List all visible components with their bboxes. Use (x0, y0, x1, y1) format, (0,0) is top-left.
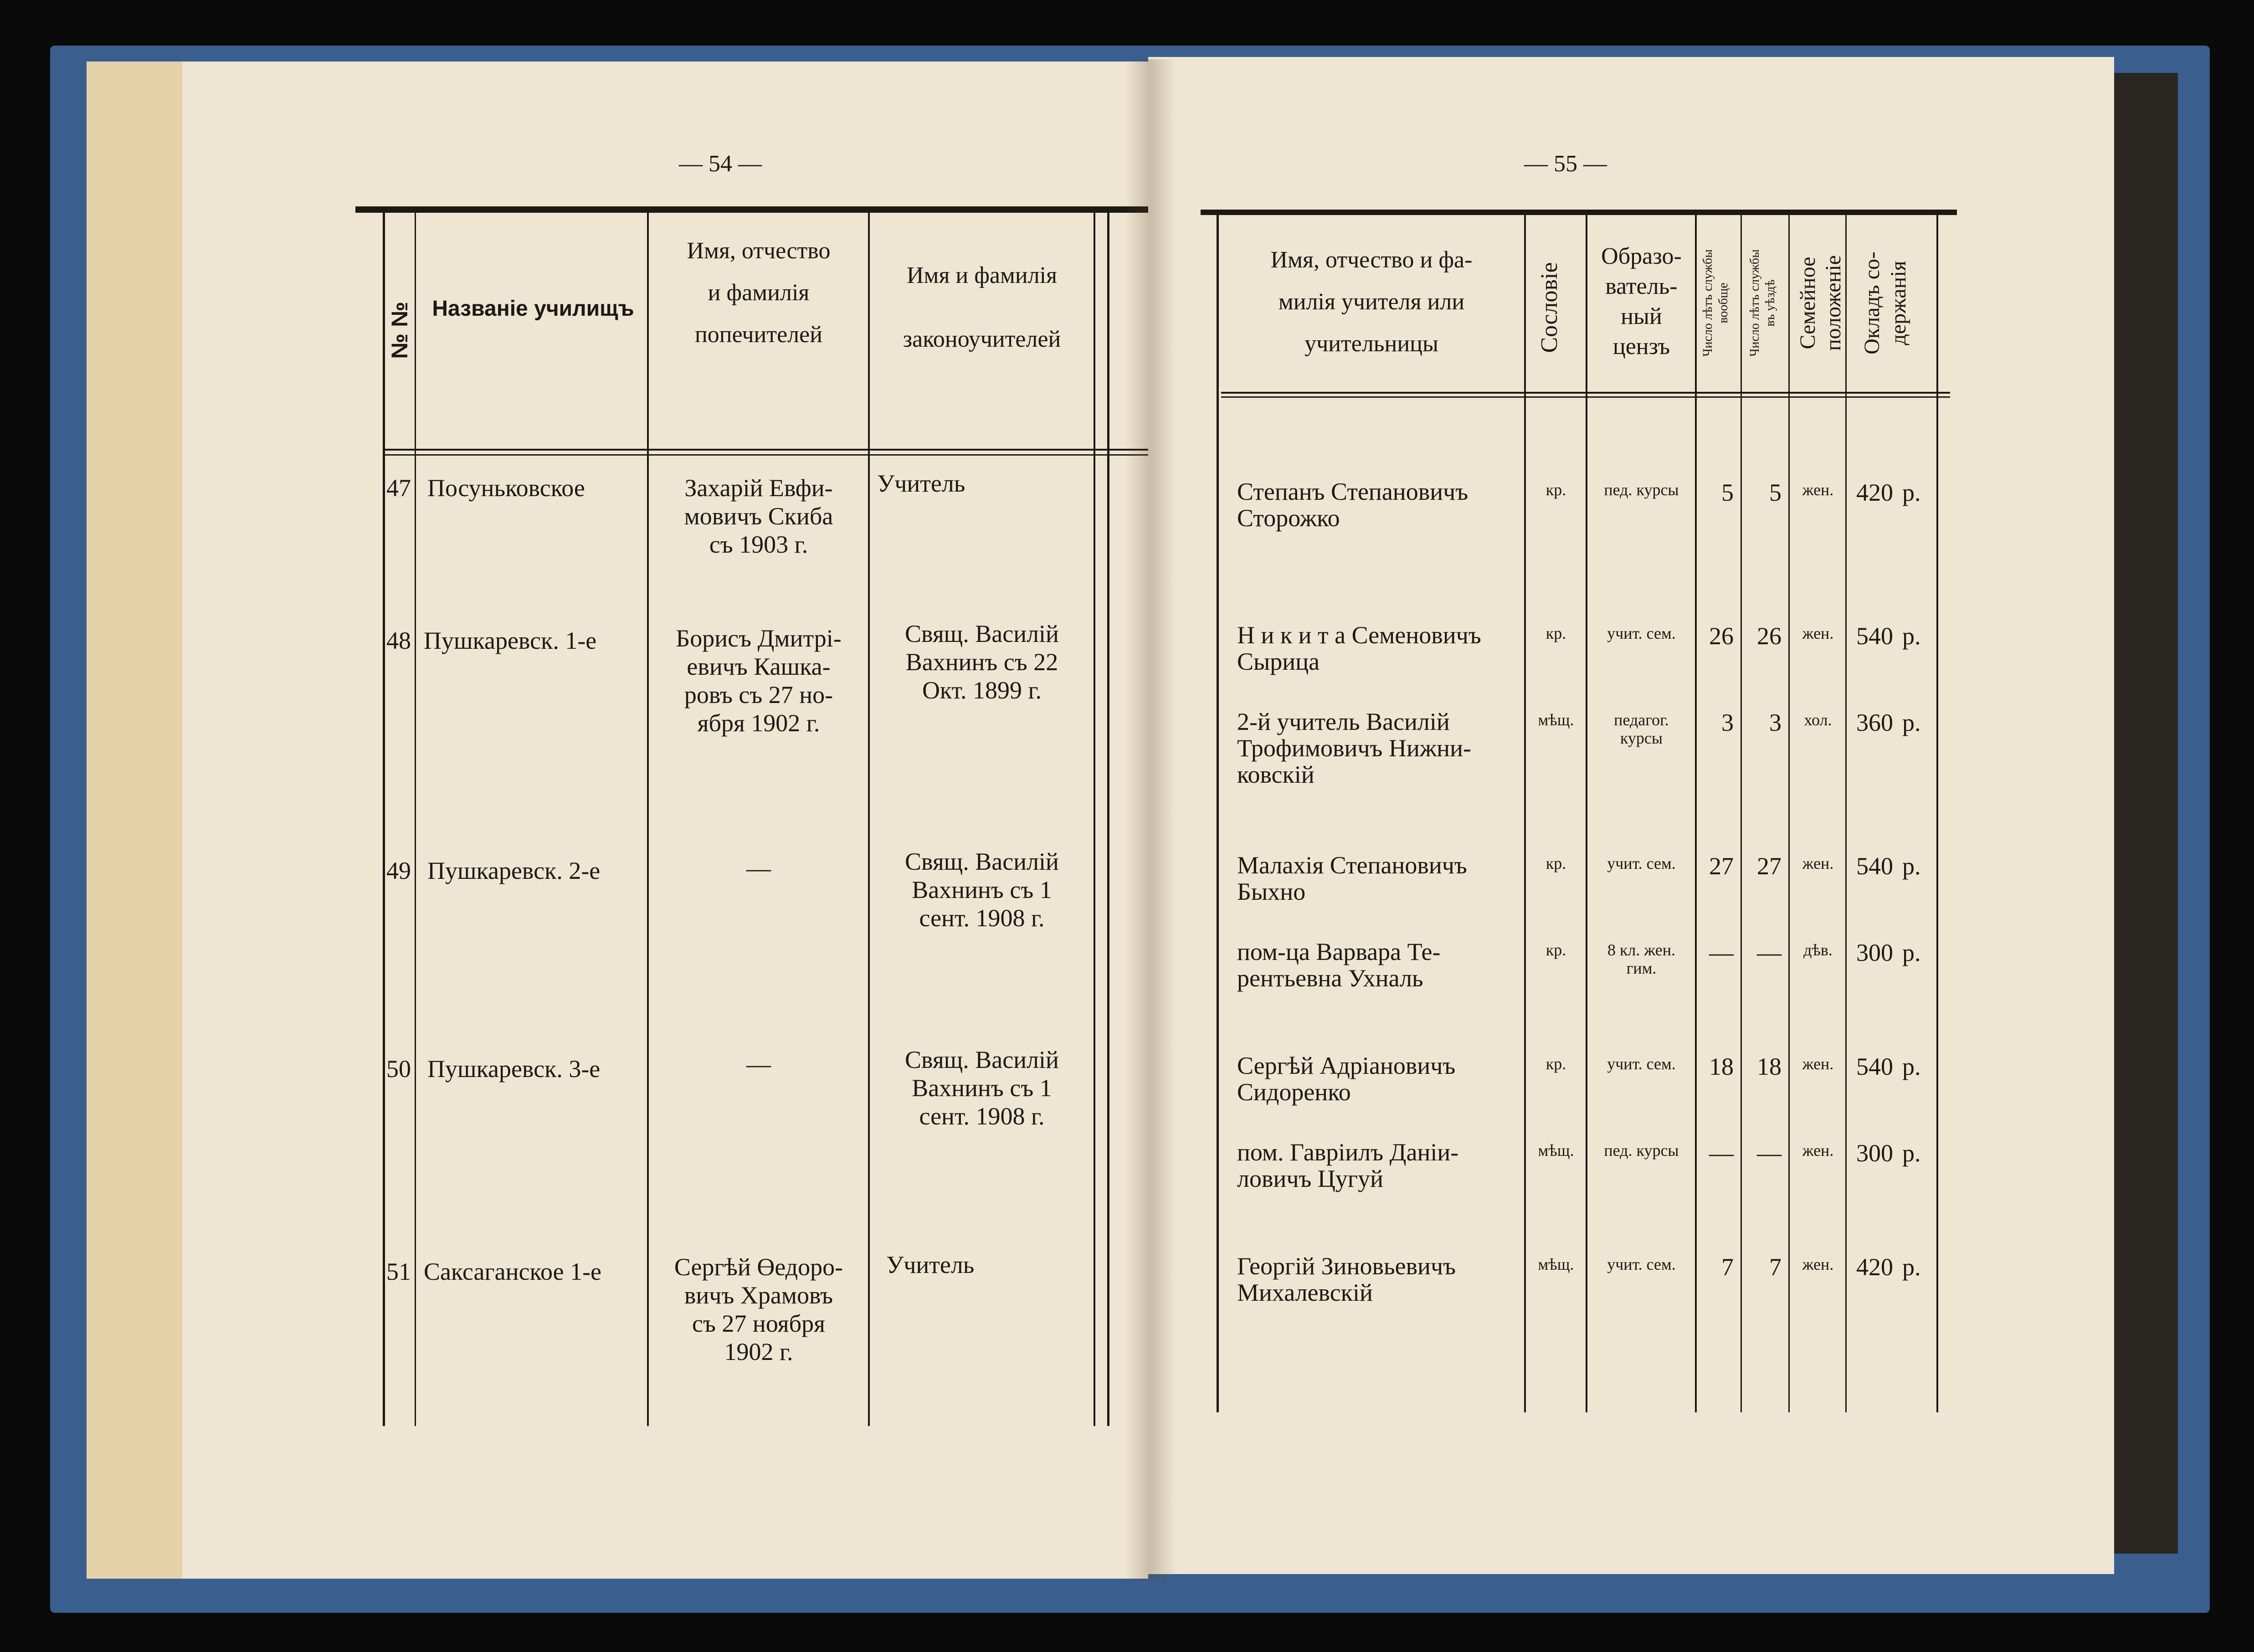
row-no: 48 (386, 627, 411, 654)
col-rule (1695, 214, 1697, 1412)
education-cell (1588, 941, 1695, 977)
col-rule (1586, 214, 1587, 1412)
right-page (1148, 57, 2114, 1574)
header-family (1795, 219, 1846, 387)
cell-line: Сидоренко (1237, 1078, 1351, 1106)
years-total-cell: 7 (1721, 1253, 1734, 1281)
salary-unit: р. (1902, 852, 1921, 880)
cell-line: Борисъ Дмитрі- (676, 625, 842, 652)
col-rule (1217, 214, 1219, 1412)
cell-line: Малахія Степановичъ (1237, 852, 1467, 879)
col-rule (868, 212, 870, 1426)
header-line: вообще (1716, 282, 1730, 323)
years-total-cell: 5 (1721, 479, 1734, 506)
cell-line: ровъ съ 27 но- (684, 681, 833, 708)
years-district-cell: 27 (1757, 852, 1782, 880)
header-line: и фамилія (708, 280, 810, 306)
cell-line: съ 1903 г. (709, 531, 808, 558)
salary-unit: р. (1902, 1139, 1921, 1167)
cell-line: Сергѣй Өедоро- (674, 1253, 843, 1281)
priest-cell: Учитель (877, 470, 965, 497)
header-line: Окладъ со- (1860, 251, 1884, 354)
header-line: Число лѣтъ службы (1748, 249, 1762, 357)
cell-line: Георгій Зиновьевичъ (1237, 1252, 1456, 1280)
family-cell: жен. (1802, 624, 1834, 642)
col-rule (647, 212, 649, 1426)
salary-cell: 540 (1856, 1053, 1893, 1080)
family-cell: жен. (1802, 1055, 1834, 1073)
col-rule (383, 212, 385, 1426)
teacher-cell (1237, 852, 1467, 905)
col-rule (415, 212, 416, 1426)
years-district-cell: 3 (1769, 709, 1782, 736)
salary-cell: 540 (1856, 852, 1893, 880)
col-rule (1094, 212, 1095, 1426)
row-no: 47 (386, 474, 411, 502)
cell-line: педагог. (1614, 711, 1669, 729)
estate-cell: кр. (1545, 941, 1566, 959)
priest-cell: Учитель (886, 1251, 975, 1278)
cell-line: Свящ. Василій (905, 848, 1059, 875)
row-no: 49 (386, 857, 411, 884)
salary-unit: р. (1902, 709, 1921, 736)
header-education (1588, 241, 1695, 362)
years-total-cell: 27 (1709, 852, 1734, 880)
years-total-cell: — (1709, 939, 1734, 966)
cell-line: Быхно (1237, 878, 1306, 905)
header-no: № № (387, 302, 412, 359)
header-line: Имя, отчество и фа- (1270, 247, 1473, 273)
education-cell (1588, 1055, 1695, 1073)
cell-line: Сторожко (1237, 504, 1340, 532)
header-line: милія учителя или (1278, 289, 1465, 315)
header-teacher (1223, 239, 1520, 365)
salary-unit: р. (1902, 1053, 1921, 1080)
header-line: Образо- (1601, 243, 1682, 269)
priest-cell (875, 1046, 1089, 1130)
cell-line: курсы (1620, 729, 1663, 747)
cell-line: Вахнинъ съ 22 (905, 648, 1058, 676)
cell-line: Захарій Евфи- (684, 474, 833, 502)
salary-cell: 420 (1856, 1253, 1893, 1281)
header-salary (1859, 219, 1912, 387)
estate-cell: кр. (1545, 481, 1566, 499)
col-rule (1107, 212, 1109, 1426)
years-district-cell: — (1757, 939, 1782, 966)
header-estate: Сословіе (1536, 262, 1562, 353)
family-cell: жен. (1802, 1255, 1834, 1273)
header-line: Семейное (1796, 257, 1820, 349)
col-rule (1845, 214, 1847, 1412)
page-number: — 55 — (1524, 151, 1607, 177)
row-no: 50 (386, 1055, 411, 1083)
family-cell: хол. (1804, 711, 1832, 729)
header-line: цензъ (1612, 333, 1670, 359)
years-district-cell: 18 (1757, 1053, 1782, 1080)
cell-line: сент. 1908 г. (919, 904, 1045, 932)
header-line: попечителей (694, 322, 823, 348)
years-district-cell: 7 (1769, 1253, 1782, 1281)
cell-line: пед. курсы (1604, 481, 1679, 499)
years-district-cell: 26 (1757, 622, 1782, 650)
cell-line: вичъ Храмовъ (684, 1282, 833, 1309)
teacher-cell (1237, 478, 1468, 531)
table-top-rule (1201, 210, 1957, 215)
years-total-cell: 26 (1709, 622, 1734, 650)
education-cell (1588, 1255, 1695, 1273)
cell-line: Трофимовичъ Нижни- (1237, 734, 1471, 762)
header-line: Число лѣтъ службы (1701, 249, 1715, 357)
header-line: положеніе (1821, 255, 1845, 351)
education-cell (1588, 854, 1695, 872)
estate-cell: кр. (1545, 624, 1566, 642)
teacher-cell (1237, 1253, 1456, 1306)
cell-line: 2-й учитель Василій (1237, 708, 1450, 735)
header-line: учительницы (1304, 331, 1438, 357)
col-rule (1741, 214, 1742, 1412)
years-district-cell: 5 (1769, 479, 1782, 506)
family-cell: жен. (1802, 481, 1834, 499)
education-cell (1588, 481, 1695, 499)
cell-line: сент. 1908 г. (919, 1103, 1045, 1130)
cell-line: учит. сем. (1607, 624, 1676, 642)
cell-line: учит. сем. (1607, 854, 1676, 872)
salary-cell: 540 (1856, 622, 1893, 650)
estate-cell: кр. (1545, 854, 1566, 872)
cell-line: Окт. 1899 г. (922, 677, 1042, 704)
cell-line: учит. сем. (1607, 1255, 1676, 1273)
cell-line: пом. Гавріилъ Даніи- (1237, 1139, 1459, 1166)
family-cell: жен. (1802, 854, 1834, 872)
school-name: Пушкаревск. 2-е (427, 857, 601, 884)
education-cell (1588, 711, 1695, 747)
header-line: въ уѣздѣ (1763, 279, 1777, 327)
cell-line: гим. (1626, 959, 1657, 977)
cell-line: ковскій (1237, 761, 1314, 788)
school-name: Саксаганское 1-е (424, 1258, 602, 1285)
header-line: ватель- (1605, 273, 1678, 299)
cell-line: евичъ Кашка- (687, 653, 831, 680)
cell-line: Сырица (1237, 648, 1320, 675)
salary-unit: р. (1902, 939, 1921, 966)
cell-line: 1902 г. (724, 1338, 793, 1365)
salary-cell: 300 (1856, 939, 1893, 966)
estate-cell: мѣщ. (1538, 711, 1574, 729)
row-no: 51 (386, 1258, 411, 1285)
header-years-total (1700, 219, 1731, 387)
education-cell (1588, 1141, 1695, 1159)
teacher-cell (1237, 1052, 1455, 1105)
cell-line: ловичъ Цугуй (1237, 1165, 1383, 1192)
salary-unit: р. (1902, 1253, 1921, 1281)
cell-line: 8 кл. жен. (1607, 941, 1676, 959)
header-line: ный (1621, 303, 1662, 329)
cell-line: Свящ. Василій (905, 620, 1059, 647)
teacher-cell (1237, 1139, 1458, 1192)
teacher-cell (1237, 708, 1471, 788)
cell-line: ября 1902 г. (697, 709, 820, 737)
salary-cell: 420 (1856, 479, 1893, 506)
cell-line: пед. курсы (1604, 1141, 1679, 1159)
header-trustee (649, 230, 868, 356)
trustee-cell (654, 474, 863, 559)
school-name: Пушкаревск. 3-е (427, 1055, 601, 1083)
years-total-cell: 3 (1721, 709, 1734, 736)
school-name: Пушкаревск. 1-е (424, 627, 597, 654)
cell-line: съ 27 ноября (692, 1310, 825, 1337)
col-rule (1936, 214, 1938, 1412)
family-cell: жен. (1802, 1141, 1834, 1159)
page-number: — 54 — (679, 151, 762, 177)
trustee-cell: — (746, 855, 771, 882)
left-page (182, 62, 1148, 1579)
teacher-cell (1237, 622, 1481, 675)
cell-line: Вахнинъ съ 1 (912, 876, 1052, 903)
teacher-cell (1237, 939, 1440, 991)
header-line: законоучителей (903, 326, 1061, 352)
priest-cell (875, 620, 1089, 704)
header-line: Имя, отчество (687, 238, 831, 264)
estate-cell: мѣщ. (1538, 1255, 1574, 1273)
salary-unit: р. (1902, 479, 1921, 506)
cell-line: рентьевна Ухналь (1237, 965, 1423, 992)
estate-cell: кр. (1545, 1055, 1566, 1073)
header-line: Имя и фамилія (906, 262, 1058, 288)
trustee-cell: — (746, 1051, 771, 1078)
salary-cell: 300 (1856, 1139, 1893, 1167)
cell-line: Степанъ Степановичъ (1237, 478, 1468, 505)
trustee-cell (654, 1253, 863, 1366)
header-line: держанія (1886, 261, 1910, 345)
header-priest (870, 244, 1094, 371)
family-cell: дѣв. (1803, 941, 1833, 959)
cell-line: Н и к и т а Семеновичъ (1237, 621, 1481, 649)
header-years-district (1747, 219, 1778, 387)
cell-line: Михалевскій (1237, 1279, 1373, 1306)
years-district-cell: — (1757, 1139, 1782, 1167)
cell-line: Вахнинъ съ 1 (912, 1074, 1052, 1102)
col-rule (1524, 214, 1526, 1412)
estate-cell: мѣщ. (1538, 1141, 1574, 1159)
trustee-cell (654, 624, 863, 737)
cell-line: учит. сем. (1607, 1055, 1676, 1073)
salary-cell: 360 (1856, 709, 1893, 736)
cell-line: Сергѣй Адріановичъ (1237, 1052, 1456, 1079)
cell-line: пом-ца Варвара Те- (1237, 938, 1441, 965)
years-total-cell: — (1709, 1139, 1734, 1167)
book-gutter (1125, 59, 1176, 1581)
header-school: Названіе училищъ (432, 297, 634, 321)
priest-cell (875, 847, 1089, 932)
years-total-cell: 18 (1709, 1053, 1734, 1080)
school-name: Посуньковское (427, 474, 585, 502)
col-rule (1788, 214, 1790, 1412)
salary-unit: р. (1902, 622, 1921, 650)
cell-line: мовичъ Скиба (684, 503, 833, 530)
cell-line: Свящ. Василій (905, 1046, 1059, 1073)
education-cell (1588, 624, 1695, 642)
